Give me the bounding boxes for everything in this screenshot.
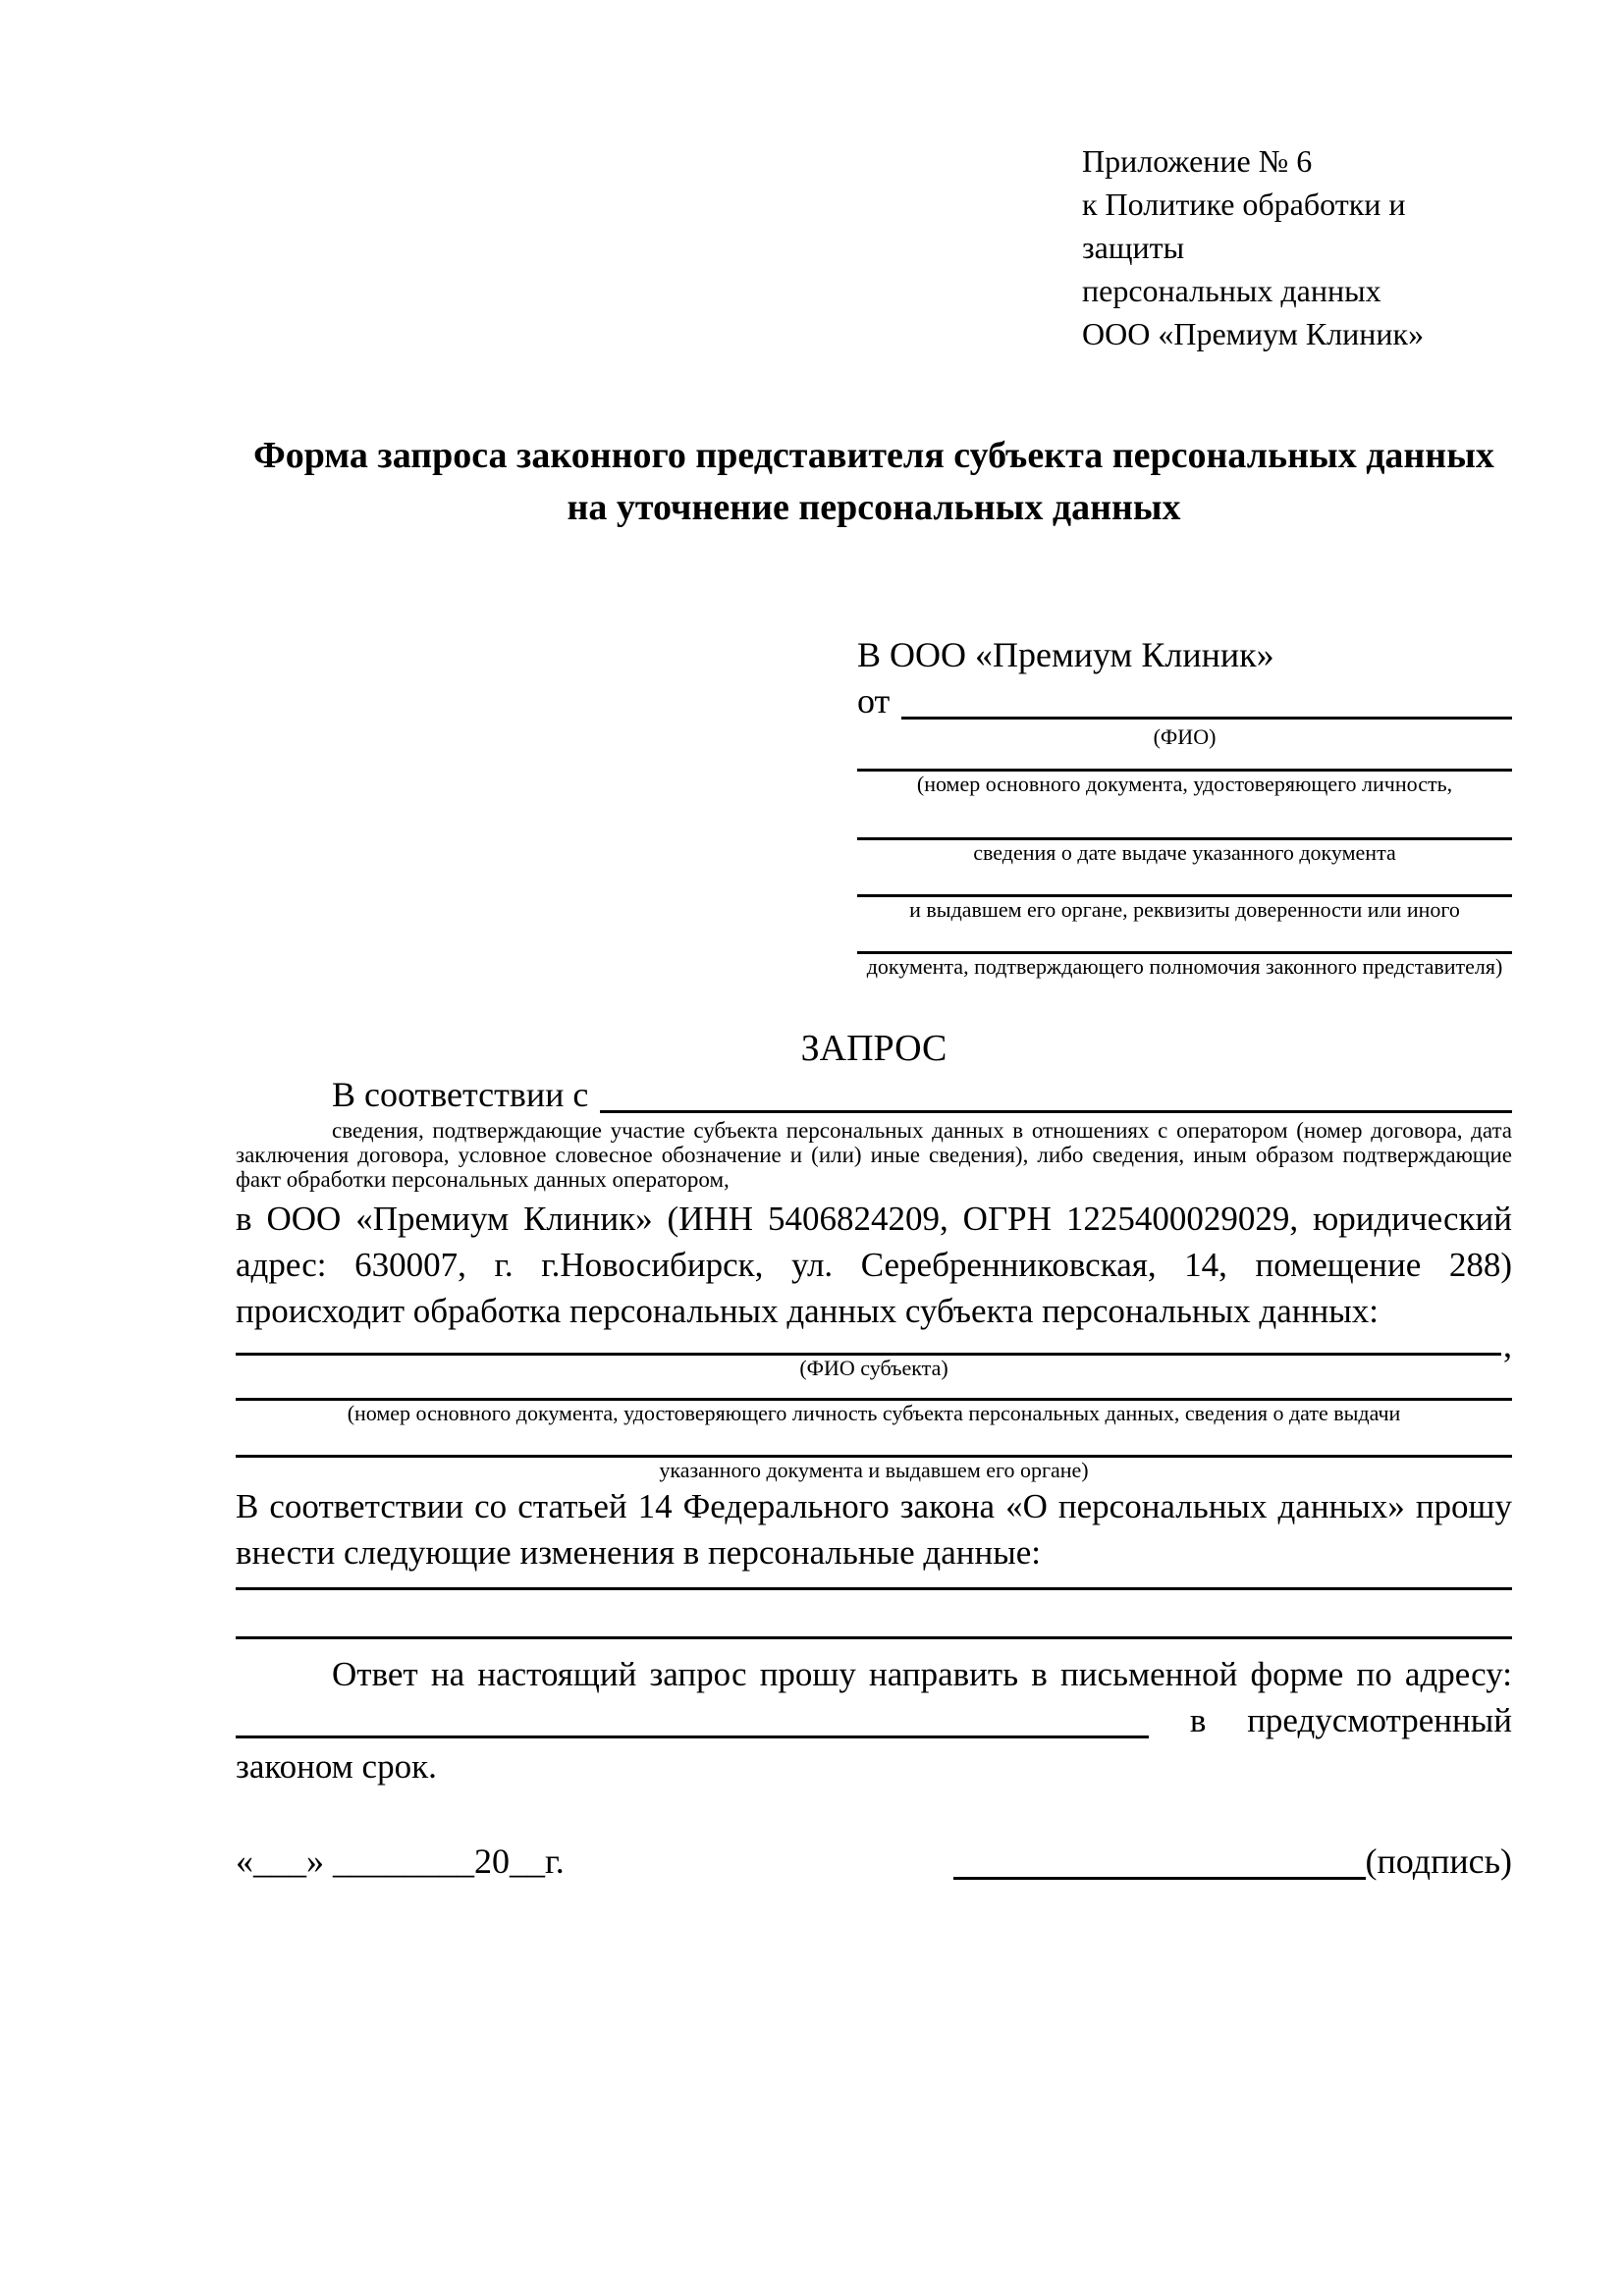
request-heading: ЗАПРОС [800, 1028, 947, 1069]
from-row [857, 678, 1512, 724]
answer-paragraph: Ответ на настоящий запрос прошу направить в письменной форме по адресу: [332, 1655, 1512, 1693]
subject-doc-write-line [236, 1426, 1512, 1458]
operator-paragraph: в ООО «Премиум Клиник» (ИНН 5406824209, ОГРН 1225400029029, юридический адрес: 630007, г. г.Новосибирск, ул. Серебренниковская, 14, помещение 288) происходит обработка персональных данных субъекта персональных данных: [236, 1200, 1512, 1330]
addressee-to: В ООО «Премиум Клиник» [857, 635, 1274, 674]
write-line [857, 750, 1512, 772]
accordance-row [236, 1072, 1512, 1118]
trailing-comma: , [1503, 1325, 1512, 1364]
answer-in-word: в [1189, 1701, 1207, 1739]
changes-write-line-2 [236, 1590, 1512, 1639]
from-write-line [901, 678, 1512, 720]
footnote-text: сведения, подтверждающие участие субъекта персональных данных в отношениях с оператором (номер договора, дата заключения договора, условное словесное обозначение и (или) иные сведения), либо сведения, иным образом подтверждающие факт обработки персональных данных оператором, [236, 1118, 1512, 1192]
accordance-write-line [600, 1072, 1512, 1113]
from-label: от [857, 681, 891, 721]
answer-term-word: предусмотренный [1247, 1701, 1512, 1739]
date-line: «___» ________20__г. [236, 1842, 565, 1881]
field-caption: (номер основного документа, удостоверяющего личность, [916, 772, 1453, 796]
addressee-block [857, 632, 1512, 980]
fio-caption: (ФИО) [1153, 724, 1217, 749]
subject-fio-write-line [236, 1336, 1501, 1356]
law-paragraph: В соответствии со статьей 14 Федерального закона «О персональных данных» прошу внести следующие изменения в персональные данные: [236, 1487, 1512, 1572]
signature-block [953, 1839, 1512, 1885]
appendix-block [1082, 139, 1512, 355]
field-caption: документа, подтверждающего полномочия законного представителя) [866, 954, 1503, 979]
document-title-line-2: на уточнение персональных данных [567, 487, 1181, 528]
footer-row [236, 1839, 1512, 1885]
write-line [857, 797, 1512, 840]
answer-closing: законом срок. [236, 1747, 437, 1786]
changes-write-line-1 [236, 1575, 1512, 1590]
appendix-line: Приложение № 6 [1082, 143, 1313, 179]
answer-address-row [236, 1697, 1512, 1743]
subject-fio-row [236, 1325, 1512, 1364]
subject-doc-write-line [236, 1381, 1512, 1401]
subject-fio-caption: (ФИО субъекта) [799, 1356, 948, 1380]
accordance-label: В соответствии с [332, 1075, 589, 1114]
appendix-line: ООО «Премиум Клиник» [1082, 316, 1425, 351]
subject-doc-caption-2: указанного документа и выдавшем его органе) [659, 1458, 1089, 1482]
signature-write-line [953, 1842, 1366, 1880]
field-caption: и выдавшем его органе, реквизиты доверенности или иного [909, 897, 1460, 922]
answer-address-write-line [236, 1701, 1149, 1738]
appendix-line: персональных данных [1082, 273, 1381, 308]
field-caption: сведения о дате выдаче указанного документа [973, 840, 1396, 865]
write-line [857, 866, 1512, 897]
write-line [857, 923, 1512, 954]
signature-caption: (подпись) [1365, 1842, 1512, 1881]
document-title-line-1: Форма запроса законного представителя субъекта персональных данных [253, 435, 1494, 476]
appendix-line: к Политике обработки и защиты [1082, 187, 1406, 265]
subject-doc-caption-1: (номер основного документа, удостоверяющего личность субъекта персональных данных, сведения о дате выдачи [347, 1401, 1401, 1425]
document-title [236, 430, 1512, 534]
